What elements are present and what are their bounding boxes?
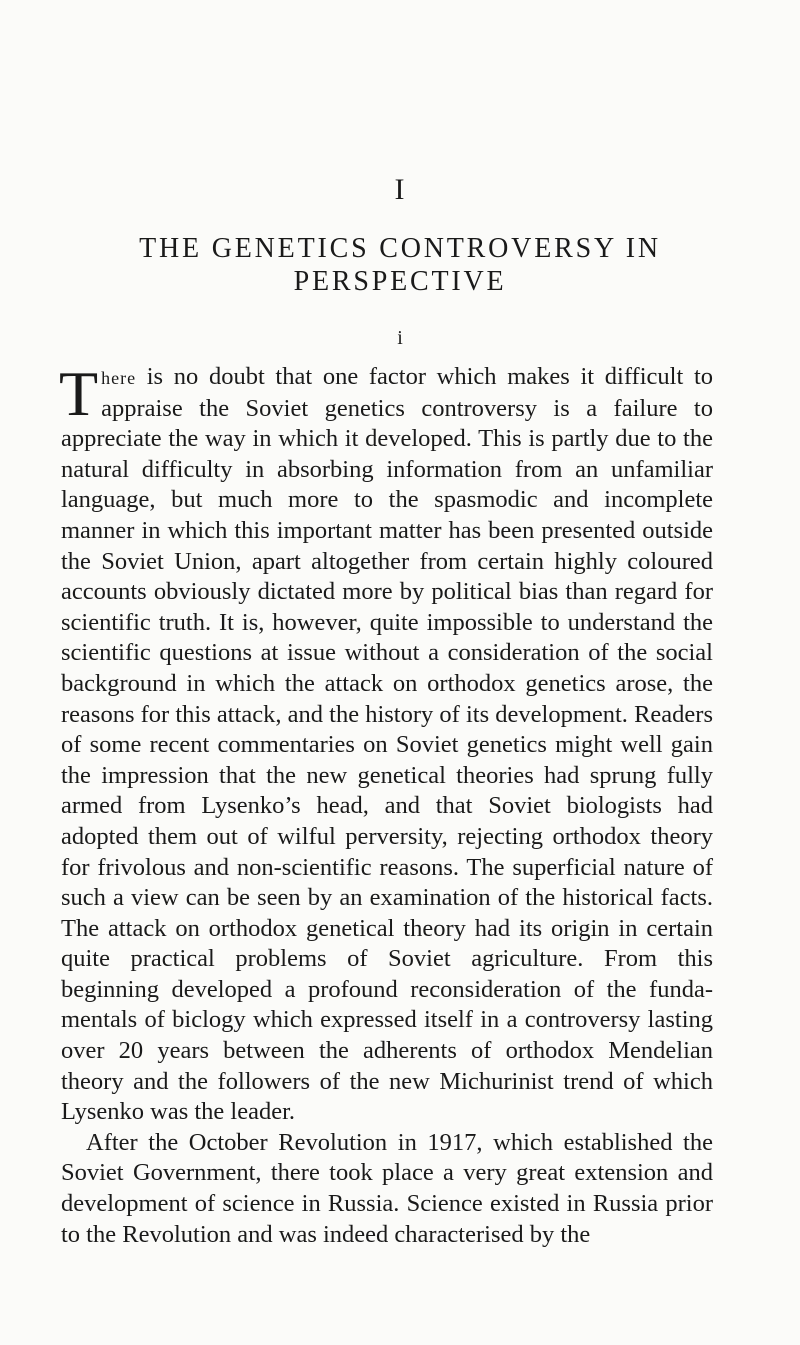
lead-small-caps: here xyxy=(101,368,137,388)
paragraph-2: After the October Revolution in 1917, which established the Soviet Government, there took place a very great extension and development of science in Russia. Science existed in Russia prior to the Revolution and was indeed characterised by the xyxy=(61,1128,713,1248)
body-text xyxy=(59,358,713,1250)
paragraph-1-text: is no doubt that one factor which makes it difficult to appraise the Soviet genetics controversy is a failure to appreciate the way in which it developed. This is partly due to the natural difficulty in absorbing information from an unfamiliar language, but much more to the spasmodic and incomplete manner in which this important matter has been presented outside the Soviet Union, apart altogether from certain highly coloured accounts obviously dictated more by political bias than regard for scientific truth. It is, however, quite impossible to understand the scientific questions at issue without a consideration of the social background in which the attack on orthodox genetics arose, the reasons for this attack, and the history of its development. Readers of some recent commentaries on Soviet genetics might well gain the impression that the new genetical theories had sprung fully armed from Lysenko’s head, and that Soviet biologists had adopted them out of wilful perversity, rejecting orthodox theory for frivolous and non-scientific reasons. The superficial nature of such a view can be seen by an examination of the historical facts. The attack on orthodox genetical theory had its origin in certain quite practical problems of Soviet agriculture. From this beginning developed a profound reconsideration of the fundamentals of biclogy which expressed itself in a controversy lasting over 20 years between the adherents of orthodox Mendelian theory and the followers of the new Michurinist trend of which Lysenko was the leader. xyxy=(61,363,713,1126)
chapter-number: I xyxy=(394,173,406,206)
chapter-title: THE GENETICS CONTROVERSY IN PERSPECTIVE xyxy=(139,233,661,297)
section-number: i xyxy=(397,327,403,349)
paragraph-1 xyxy=(59,358,713,1128)
drop-cap: T xyxy=(59,358,99,429)
